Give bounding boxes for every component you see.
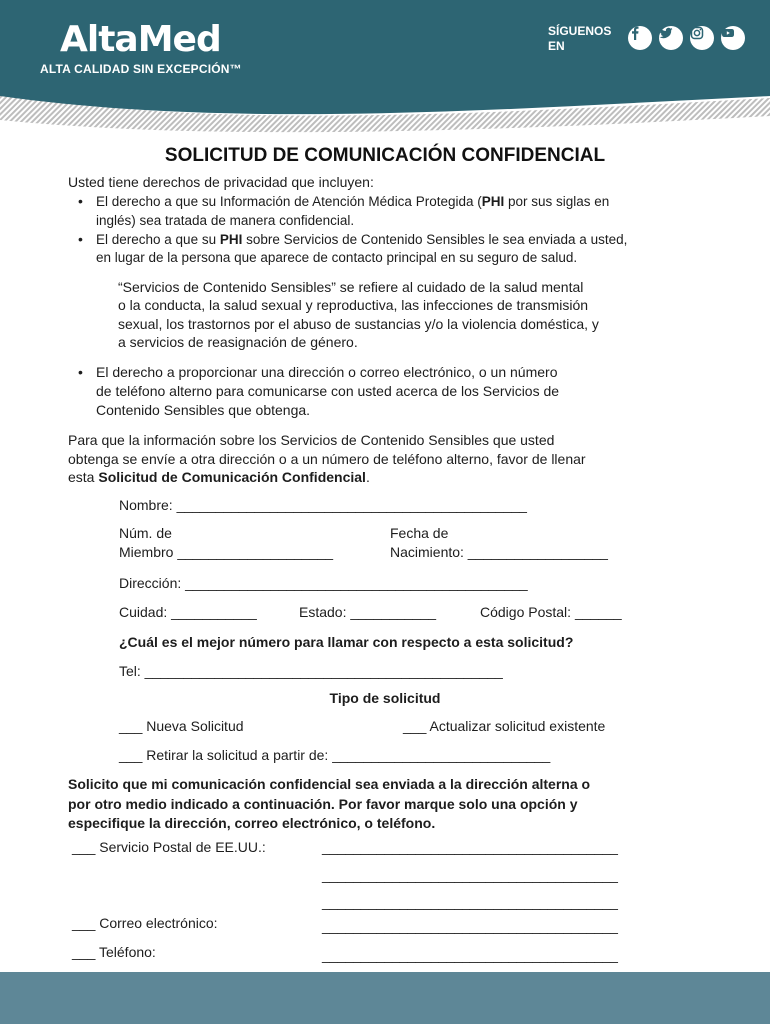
bullet2-line1: El derecho a que su PHI sobre Servicios de Contenido Sensibles le sea enviada a usted,	[96, 232, 628, 247]
instagram-icon[interactable]	[690, 26, 714, 50]
bullet3-line: El derecho a proporcionar una dirección o correo electrónico, o un número	[96, 364, 558, 380]
follow-us-label	[548, 24, 628, 54]
member-number-field[interactable]: Miembro ____________________	[119, 544, 334, 560]
facebook-icon[interactable]	[628, 26, 652, 50]
withdraw-request-option[interactable]: ___ Retirar la solicitud a partir de: ____________________________	[119, 747, 551, 763]
postal-address-line[interactable]: ______________________________________	[322, 839, 618, 855]
bullet3-line: de teléfono alterno para comunicarse con usted acerca de los Servicios de	[96, 383, 560, 399]
header-banner	[0, 0, 770, 135]
follow-line-1: SÍGUENOS	[548, 24, 612, 38]
email-option[interactable]: ___ Correo electrónico:	[72, 915, 218, 931]
quote-line: sexual, los trastornos por el abuso de sustancias y/o la violencia doméstica, y	[118, 316, 599, 332]
request-line: por otro medio indicado a continuación. Por favor marque solo una opción y	[68, 796, 578, 812]
nombre-field[interactable]: Nombre: _____________________________________________	[119, 497, 527, 513]
member-number-label: Núm. de	[119, 525, 172, 541]
phone-option[interactable]: ___ Teléfono:	[72, 944, 156, 960]
bullet-marker: •	[78, 231, 83, 247]
state-field[interactable]: Estado: ___________	[299, 604, 437, 620]
quote-line: o la conducta, la salud sexual y reproductiva, las infecciones de transmisión	[118, 297, 589, 313]
postal-address-line[interactable]: ______________________________________	[322, 894, 618, 910]
para-line: obtenga se envíe a otra dirección o a un número de teléfono alterno, favor de llenar	[68, 451, 586, 467]
para-line: esta Solicitud de Comunicación Confidencial.	[68, 469, 370, 485]
best-number-question: ¿Cuál es el mejor número para llamar con respecto a esta solicitud?	[119, 634, 574, 650]
footer-band	[0, 972, 770, 1024]
birthdate-label: Fecha de	[390, 525, 449, 541]
youtube-icon[interactable]	[721, 26, 745, 50]
bullet1-line2: inglés) sea tratada de manera confidencial.	[96, 213, 355, 228]
postal-service-option[interactable]: ___ Servicio Postal de EE.UU.:	[72, 839, 266, 855]
bullet-marker: •	[78, 364, 83, 380]
quote-line: a servicios de reasignación de género.	[118, 334, 358, 350]
update-request-option[interactable]: ___ Actualizar solicitud existente	[403, 718, 606, 734]
postal-address-line[interactable]: ______________________________________	[322, 867, 618, 883]
intro-text: Usted tiene derechos de privacidad que incluyen:	[68, 174, 374, 190]
bullet-marker: •	[78, 193, 83, 209]
follow-line-2: EN	[548, 39, 565, 53]
logo-tagline: ALTA CALIDAD SIN EXCEPCIÓN™	[40, 62, 242, 76]
email-line[interactable]: ______________________________________	[322, 918, 618, 934]
address-field[interactable]: Dirección: ____________________________________________	[119, 575, 528, 591]
zip-field[interactable]: Código Postal: ______	[480, 604, 622, 620]
bullet3-line: Contenido Sensibles que obtenga.	[96, 402, 311, 418]
request-line: Solicito que mi comunicación confidencial sea enviada a la dirección alterna o	[68, 776, 591, 792]
request-type-heading: Tipo de solicitud	[329, 690, 441, 706]
quote-line: “Servicios de Contenido Sensibles” se refiere al cuidado de la salud mental	[118, 279, 584, 295]
request-line: especifique la dirección, correo electrónico, o teléfono.	[68, 815, 436, 831]
tel-field[interactable]: Tel: ______________________________________________	[119, 663, 503, 679]
birthdate-field[interactable]: Nacimiento: __________________	[390, 544, 608, 560]
new-request-option[interactable]: ___ Nueva Solicitud	[119, 718, 244, 734]
city-field[interactable]: Cuidad: ___________	[119, 604, 257, 620]
bullet1-line1: El derecho a que su Información de Atención Médica Protegida (PHI por sus siglas en	[96, 194, 610, 209]
twitter-icon[interactable]	[659, 26, 683, 50]
page-title: SOLICITUD DE COMUNICACIÓN CONFIDENCIAL	[164, 145, 606, 166]
bullet2-line2: en lugar de la persona que aparece de contacto principal en su seguro de salud.	[96, 250, 578, 265]
altamed-logo[interactable]: AltaMed	[60, 19, 221, 60]
para-line: Para que la información sobre los Servicios de Contenido Sensibles que usted	[68, 432, 555, 448]
phone-line[interactable]: ______________________________________	[322, 947, 618, 963]
